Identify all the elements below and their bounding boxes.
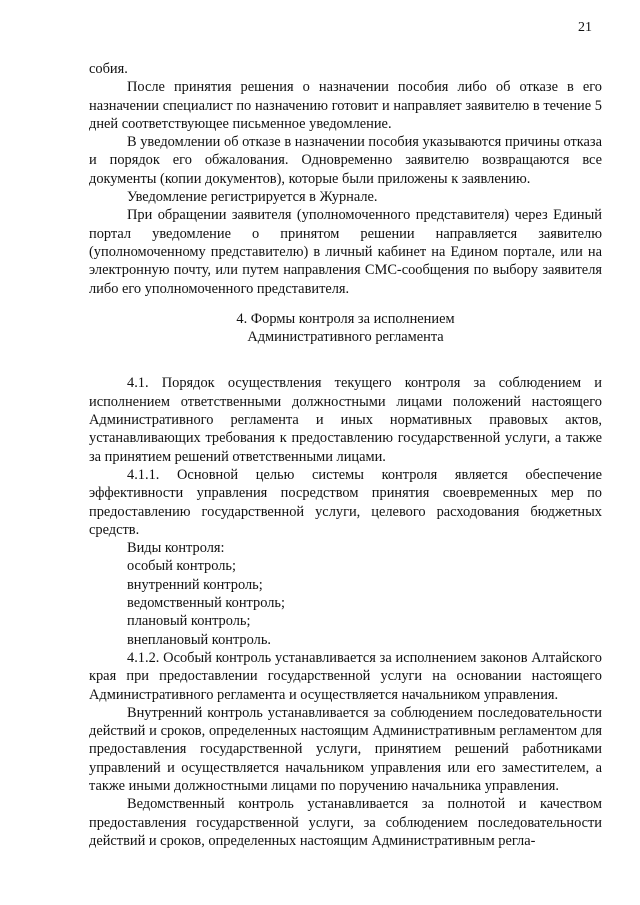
paragraph: Внутренний контроль устанавливается за соблюдением последовательности действий и сроков, определенных настоящим Административным регламентом для предоставления государственной услуги, принятием решений работниками управлений и осуществляется начальником управления или его заместителем, а также иными должностными лицами по поручению начальника управления. (89, 704, 602, 794)
paragraph: 4.1.2. Особый контроль устанавливается за исполнением законов Алтайского края при предоставлении государственной услуги на основании настоящего Административного регламента и осуществляется начальником управления. (89, 649, 602, 703)
document-body (89, 60, 602, 850)
control-type-item: ведомственный контроль; (127, 595, 285, 612)
paragraph: В уведомлении об отказе в назначении пособия указываются причины отказа и порядок его обжалования. Одновременно заявителю возвращаются все документы (копии документов), которые были приложены к заявлению. (89, 134, 602, 187)
paragraph: Уведомление регистрируется в Журнале. (127, 189, 378, 206)
section-heading-line-1: 4. Формы контроля за исполнением (236, 310, 455, 327)
control-type-item: особый контроль; (127, 558, 236, 575)
paragraph: Ведомственный контроль устанавливается за полнотой и качеством предоставления государственной услуги, за соблюдением последовательности действий и сроков, определенных настоящим Административным регла- (89, 796, 602, 849)
control-type-item: внеплановый контроль. (127, 631, 271, 648)
paragraph: 4.1. Порядок осуществления текущего контроля за соблюдением и исполнением ответственными должностными лицами положений настоящего Административного регламента и иных нормативных правовых актов, устанавливающих требования к предоставлению государственной услуги, а также за принятием решений ответственными лицами. (89, 375, 602, 465)
control-types-title: Виды контроля: (127, 540, 225, 557)
control-type-item: внутренний контроль; (127, 576, 263, 593)
paragraph: После принятия решения о назначении пособия либо об отказе в его назначении специалист по назначению готовит и направляет заявителю в течение 5 дней соответствующее письменное уведомление. (89, 79, 602, 132)
page-number: 21 (578, 20, 592, 35)
section-heading-line-2: Административного регламента (247, 329, 444, 346)
control-type-item: плановый контроль; (127, 613, 251, 630)
section-heading (89, 310, 602, 347)
paragraph: При обращении заявителя (уполномоченного представителя) через Единый портал уведомление о принятом решении направляется заявителю (уполномоченному представителю) в личный кабинет на Едином портале, или на электронную почту, или путем направления СМС-сообщения по выбору заявителя либо его уполномоченного представителя. (89, 207, 602, 297)
paragraph-continuation: собия. (89, 61, 128, 77)
paragraph: 4.1.1. Основной целью системы контроля является обеспечение эффективности управления посредством принятия своевременных мер по предоставлению государственной услуги, целевого расходования бюджетных средств. (89, 466, 602, 538)
